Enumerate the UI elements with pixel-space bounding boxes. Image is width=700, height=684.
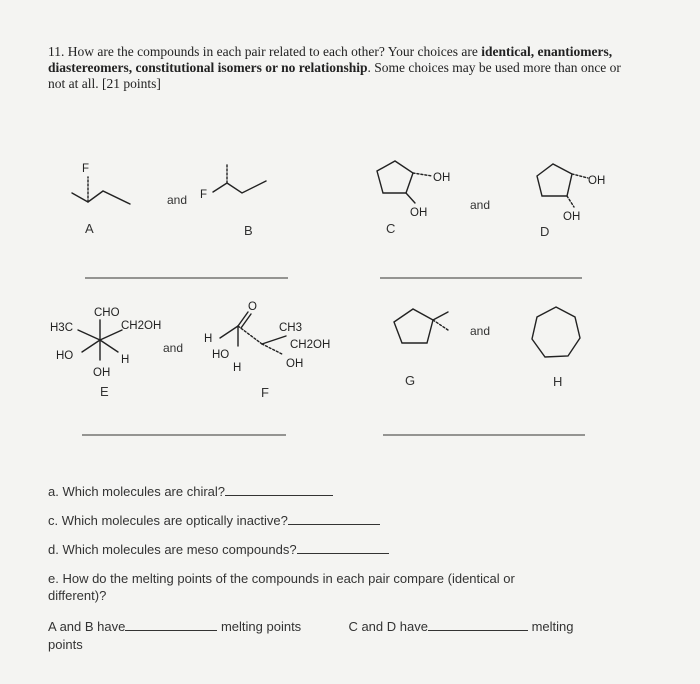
atom-f-b: F	[200, 189, 208, 201]
question-number: 11.	[48, 44, 65, 59]
subquestion-e	[48, 570, 568, 604]
cd-tail: points	[48, 637, 83, 652]
group-ch3: CH3	[279, 322, 303, 334]
label-h: H	[553, 374, 563, 389]
label-b: B	[244, 223, 253, 238]
atom-oh-d1: OH	[588, 175, 606, 187]
group-ch2oh-e: CH2OH	[121, 320, 162, 332]
and-ef: and	[163, 341, 184, 355]
question-tail: . Some choices may be used more than once or not at all. [21 points]	[48, 60, 621, 91]
answer-blank-d[interactable]	[297, 552, 389, 554]
ab-prefix: A and B have	[48, 619, 126, 634]
atom-h-f1: H	[204, 333, 213, 345]
question-choices: identical, enantiomers, diastereomers, constitutional isomers or no relationship	[48, 44, 613, 75]
subquestion-c	[48, 513, 648, 528]
atom-f-a: F	[82, 163, 90, 175]
molecule-c	[377, 161, 450, 236]
answer-blank-c[interactable]	[288, 523, 380, 525]
label-a: A	[85, 221, 94, 236]
label-d: D	[540, 224, 550, 239]
molecule-d	[537, 164, 605, 239]
subquestion-a	[48, 484, 648, 499]
melting-point-row	[48, 618, 648, 654]
ab-suffix: melting points	[220, 619, 302, 634]
molecule-h	[532, 307, 580, 389]
answer-blank-a[interactable]	[225, 494, 333, 496]
group-ch2oh-f: CH2OH	[290, 339, 331, 351]
atom-oh-c1: OH	[433, 172, 451, 184]
cd-suffix: melting	[531, 619, 574, 634]
label-f: F	[261, 385, 269, 400]
atom-o-f: O	[248, 301, 257, 313]
molecule-a	[72, 163, 130, 236]
and-cd: and	[470, 198, 491, 212]
label-g: G	[405, 373, 416, 388]
and-gh: and	[470, 324, 491, 338]
group-h3c: H3C	[50, 322, 74, 334]
subquestion-d	[48, 542, 648, 557]
answer-blank-cd-melting[interactable]	[428, 629, 528, 631]
subquestion-d-text: d. Which molecules are meso compounds?	[48, 542, 297, 557]
subquestion-e-text: e. How do the melting points of the compounds in each pair compare (identical or different)?	[48, 571, 515, 603]
group-cho: CHO	[94, 307, 120, 319]
atom-oh-c2: OH	[410, 207, 428, 219]
subquestion-a-text: a. Which molecules are chiral?	[48, 484, 226, 499]
subquestion-c-text: c. Which molecules are optically inactive?	[48, 513, 288, 528]
group-oh-e: OH	[93, 367, 111, 379]
cd-prefix: C and D have	[348, 619, 428, 634]
molecule-b	[200, 163, 266, 238]
molecule-e	[50, 307, 161, 399]
atom-h-f2: H	[233, 362, 242, 374]
question-intro: How are the compounds in each pair related to each other? Your choices are	[67, 44, 478, 59]
group-ho-f: HO	[212, 349, 230, 361]
group-oh-f: OH	[286, 358, 304, 370]
and-ab: and	[167, 193, 188, 207]
group-ho-e: HO	[56, 350, 74, 362]
atom-oh-d2: OH	[563, 211, 581, 223]
label-c: C	[386, 221, 396, 236]
molecule-g	[394, 309, 448, 388]
label-e: E	[100, 384, 109, 399]
molecule-f	[204, 301, 330, 400]
answer-blank-ab-melting[interactable]	[125, 629, 217, 631]
atom-h-e: H	[121, 354, 130, 366]
